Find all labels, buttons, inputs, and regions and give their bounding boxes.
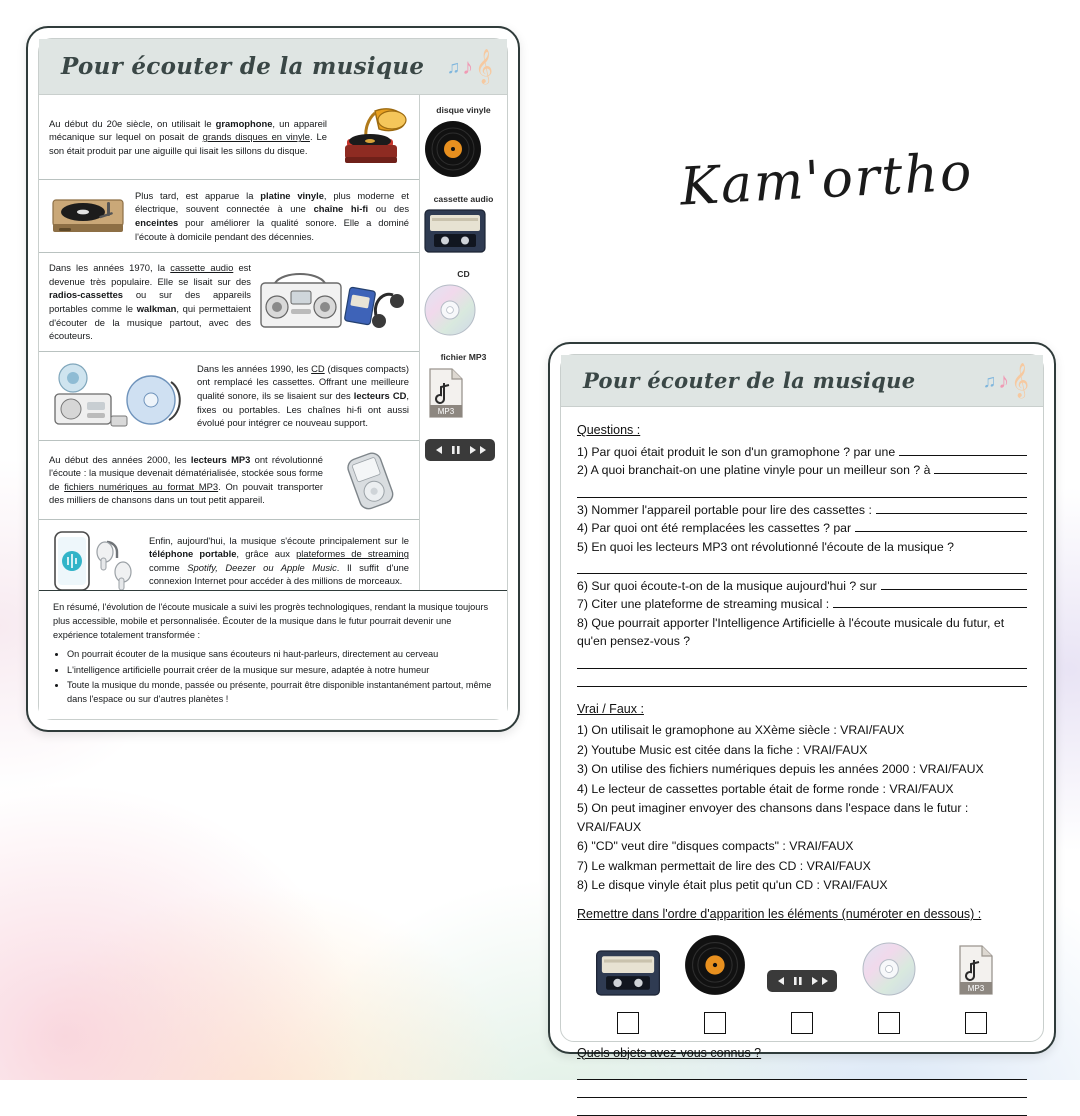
paragraph-text: Au début des années 2000, les lecteurs MP3 ont révolutionné l'écoute : la musique devenait dématérialisée, stockée sous forme de fichiers numériques au format MP3. On pouvait transporter des milliers de chansons dans un tout petit appareil. [49, 453, 323, 506]
answer-blank[interactable] [876, 501, 1027, 514]
lesson-paragraph [39, 441, 419, 520]
question-text: 4) Par quoi ont été remplacées les cassettes ? par [577, 521, 852, 536]
quiz-body [561, 407, 1043, 1060]
summary-intro: En résumé, l'évolution de l'écoute musicale a suivi les progrès technologiques, rendant la musique toujours plus accessible, mobile et personnalisée. Écouter de la musique dans le futur pourrait devenir une expérience totalement transformée : [53, 602, 489, 641]
question-text: 1) Par quoi était produit le son d'un gramophone ? par une [577, 444, 896, 459]
side-item-mp3file [420, 342, 507, 425]
spacer [577, 1034, 1027, 1044]
question-item [577, 614, 1027, 651]
answer-blank[interactable] [855, 519, 1027, 532]
answer-blank[interactable] [577, 1083, 1027, 1098]
question-item [577, 501, 1027, 519]
answer-blank[interactable] [577, 672, 1027, 687]
cd-player-icon [49, 360, 189, 432]
question-text: 7) Citer une plateforme de streaming musical : [577, 597, 830, 612]
lesson-summary [39, 590, 507, 719]
turntable-icon [49, 188, 127, 244]
treble-clef-icon: 𝄞 [1011, 363, 1029, 397]
answer-blank[interactable] [577, 1065, 1027, 1080]
question-item [577, 519, 1027, 537]
question-item [577, 577, 1027, 595]
music-note-blue-icon: ♫ [446, 56, 461, 77]
lesson-paragraph [39, 95, 419, 180]
order-item [585, 950, 671, 1033]
side-label: fichier MP3 [440, 352, 487, 362]
side-item-cd [420, 259, 507, 342]
brand-watermark: Kam'ortho [678, 142, 975, 218]
question-text: 3) Nommer l'appareil portable pour lire des cassettes : [577, 502, 872, 517]
mp3-file-icon [933, 944, 1019, 1001]
vrai-faux-item[interactable]: 4) Le lecteur de cassettes portable était de forme ronde : VRAI/FAUX [577, 781, 954, 796]
vinyl-record-icon [424, 120, 503, 178]
music-note-pink-icon: ♪ [462, 53, 474, 79]
quiz-title: Pour écouter de la musique [583, 368, 916, 393]
music-notes-decoration [982, 363, 1029, 397]
answer-blank[interactable] [577, 483, 1027, 498]
summary-bullet: • On pourrait écouter de la musique sans écouteurs ni haut-parleurs, directement au cerveau [67, 648, 493, 662]
order-items-row [577, 934, 1027, 1033]
mp3-file-icon [424, 367, 503, 419]
boombox-icon [259, 269, 409, 335]
order-checkbox[interactable] [617, 1012, 639, 1034]
question-item [577, 595, 1027, 613]
media-player-icon [759, 948, 845, 1001]
paragraph-text: Plus tard, est apparue la platine vinyle, plus moderne et électrique, souvent connectée à une chaîne hi-fi ou des enceintes pour améliorer la qualité sonore. Elle a dominé l'écoute à domicile pendant des décennies. [135, 189, 410, 242]
vrai-faux-heading: Vrai / Faux : [577, 701, 644, 716]
audio-cassette-icon [424, 209, 503, 253]
order-checkbox[interactable] [791, 1012, 813, 1034]
order-item [846, 942, 932, 1033]
answer-blank[interactable] [577, 559, 1027, 574]
answer-blank[interactable] [833, 595, 1027, 608]
paragraph-text: Dans les années 1970, la cassette audio est devenue très populaire. Elle se lisait sur des radios-cassettes ou sur des appareils portables comme le walkman, qui permettaient d'écouter de la musique partout, avec des écouteurs. [49, 262, 251, 342]
vrai-faux-item[interactable]: 7) Le walkman permettait de lire des CD : VRAI/FAUX [577, 858, 871, 873]
quiz-sheet-inner [560, 354, 1044, 1060]
vrai-faux-item[interactable]: 1) On utilisait le gramophone au XXème siècle : VRAI/FAUX [577, 723, 905, 738]
paragraph-text: Dans les années 1990, les CD (disques compacts) ont remplacé les cassettes. Offrant une meilleure qualité sonore, ils se lisaient sur des lecteurs CD, fixes ou portables. Les chaînes hi-fi ont aussi évolué pour intégrer ce nouveau support. [197, 362, 409, 429]
question-item [577, 538, 1027, 556]
question-item [577, 461, 1027, 479]
order-item [672, 934, 758, 1033]
smartphone-earbuds-icon [49, 528, 141, 594]
question-text: 8) Que pourrait apporter l'Intelligence Artificielle à l'écoute musicale du futur, et qu'en pensez-vous ? [577, 615, 1005, 649]
spacer [577, 895, 1027, 905]
music-note-blue-icon: ♫ [982, 370, 997, 391]
compact-disc-icon [846, 942, 932, 1001]
spacer [577, 690, 1027, 700]
order-heading: Remettre dans l'ordre d'apparition les éléments (numéroter en dessous) : [577, 907, 982, 922]
vrai-faux-item[interactable]: 6) "CD" veut dire "disques compacts" : VRAI/FAUX [577, 839, 854, 854]
svg-text:MP3: MP3 [967, 984, 985, 994]
side-label: CD [457, 269, 470, 279]
order-item [933, 944, 1019, 1033]
treble-clef-icon: 𝄞 [475, 49, 493, 83]
media-player-icon [424, 435, 503, 465]
vrai-faux-item[interactable]: 2) Youtube Music est citée dans la fiche : VRAI/FAUX [577, 742, 868, 757]
side-label: cassette audio [433, 194, 494, 204]
known-objects-heading: Quels objets avez-vous connus ? [577, 1045, 762, 1060]
side-item-player [420, 425, 507, 471]
lesson-title-bar [39, 39, 507, 95]
side-label: disque vinyle [436, 105, 491, 115]
question-text: 2) A quoi branchait-on une platine vinyle pour un meilleur son ? à [577, 463, 931, 478]
lesson-sheet [26, 26, 520, 732]
questions-heading: Questions : [577, 423, 641, 437]
order-checkbox[interactable] [704, 1012, 726, 1034]
summary-bullet: • Toute la musique du monde, passée ou présente, pourrait être disponible instantanément partout, même dans l'espace ou sur d'autres planètes ! [67, 679, 493, 707]
paragraph-text: Enfin, aujourd'hui, la musique s'écoute principalement sur le téléphone portable, grâce aux plateformes de streaming comme Spotify, Deezer ou Apple Music. Il suffit d'une connexion Internet pour accéder à des millions de morceaux. [149, 534, 409, 587]
lesson-paragraph [39, 352, 419, 441]
vrai-faux-item[interactable]: 8) Le disque vinyle était plus petit qu'un CD : VRAI/FAUX [577, 877, 888, 892]
mp3-player-icon [331, 449, 409, 511]
order-item [759, 948, 845, 1033]
answer-blank[interactable] [881, 577, 1027, 590]
quiz-title-bar [561, 355, 1043, 407]
order-checkbox[interactable] [965, 1012, 987, 1034]
compact-disc-icon [424, 284, 503, 336]
question-item [577, 443, 1027, 461]
answer-blank[interactable] [934, 461, 1027, 474]
summary-bullet: • L'intelligence artificielle pourrait créer de la musique sur mesure, adaptée à notre humeur [67, 664, 493, 678]
lesson-title: Pour écouter de la musique [61, 53, 425, 80]
lesson-paragraph [39, 180, 419, 253]
vinyl-record-icon [672, 934, 758, 1001]
vrai-faux-item[interactable]: 5) On peut imaginer envoyer des chansons dans l'espace dans le futur : VRAI/FAUX [577, 801, 969, 834]
paragraph-text: Au début du 20e siècle, on utilisait le gramophone, un appareil mécanique sur lequel on posait de grands disques en vinyle. Le son était produit par une aiguille qui lisait les sillons du disque. [49, 117, 327, 156]
answer-blank[interactable] [577, 654, 1027, 669]
vrai-faux-item[interactable]: 3) On utilise des fichiers numériques depuis les années 2000 : VRAI/FAUX [577, 762, 984, 777]
question-text: 5) En quoi les lecteurs MP3 ont révolutionné l'écoute de la musique ? [577, 539, 954, 554]
music-notes-decoration [446, 49, 493, 83]
order-checkbox[interactable] [878, 1012, 900, 1034]
answer-blank[interactable] [899, 443, 1027, 456]
audio-cassette-icon [585, 950, 671, 1001]
lesson-paragraph [39, 253, 419, 352]
question-text: 6) Sur quoi écoute-t-on de la musique aujourd'hui ? sur [577, 578, 877, 593]
side-item-vinyl [420, 95, 507, 184]
answer-blank[interactable] [577, 1101, 1027, 1116]
svg-text:MP3: MP3 [437, 407, 455, 416]
summary-bullets [67, 648, 493, 707]
lesson-sheet-inner [38, 38, 508, 720]
side-item-cassette [420, 184, 507, 259]
music-note-pink-icon: ♪ [998, 367, 1010, 393]
quiz-sheet [548, 342, 1056, 1060]
gramophone-icon [335, 103, 409, 171]
